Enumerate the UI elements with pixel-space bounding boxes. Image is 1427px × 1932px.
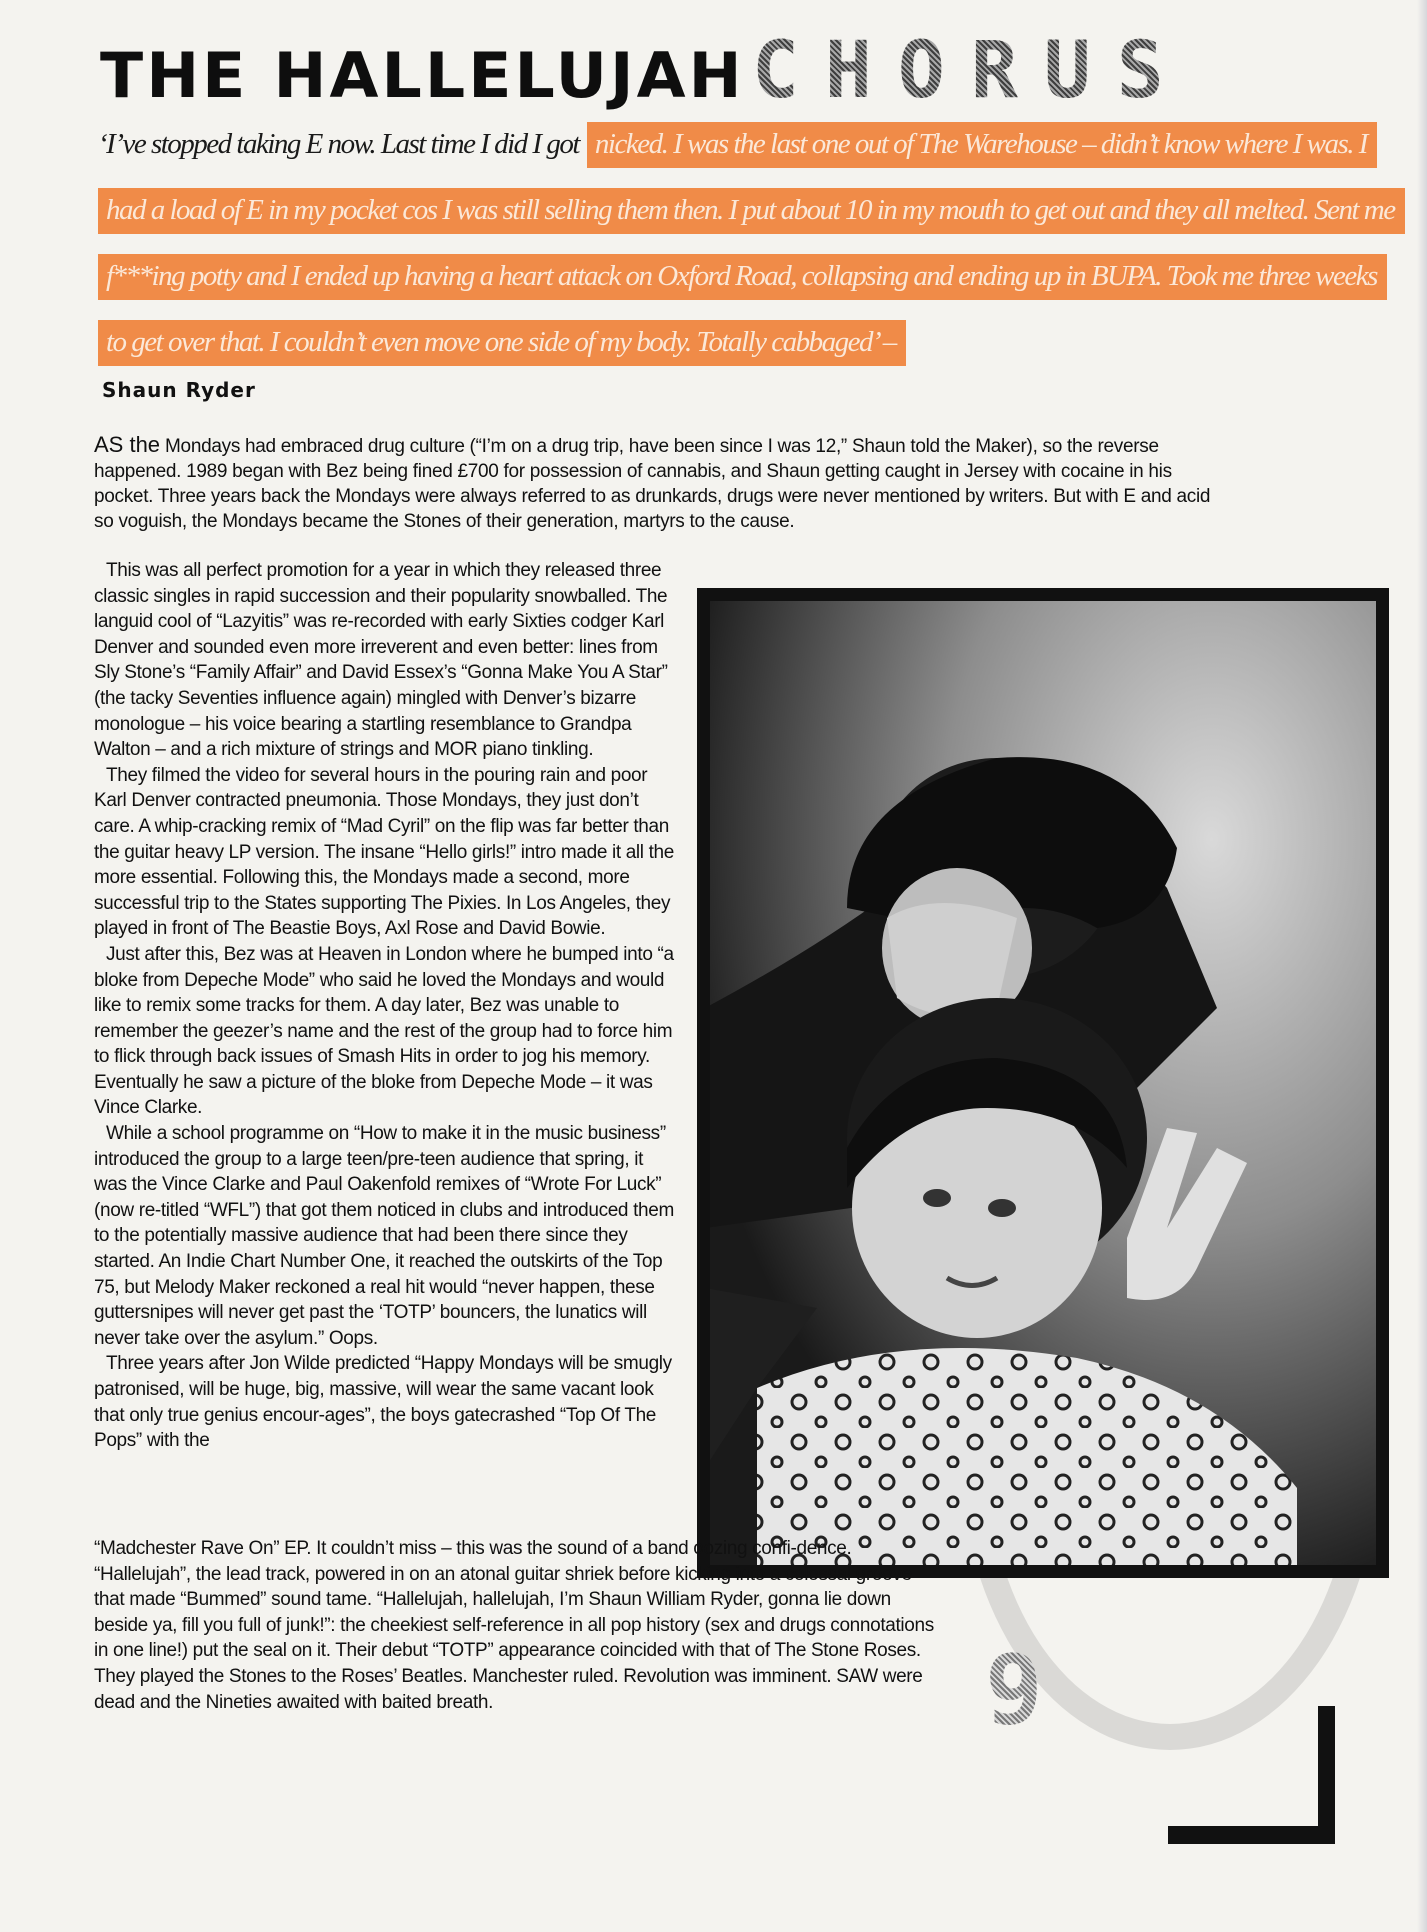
lead-paragraph — [94, 432, 1214, 534]
pull-quote-line-2 — [98, 184, 1405, 236]
pull-quote-line-3 — [98, 250, 1387, 302]
corner-bracket-horizontal — [1168, 1826, 1335, 1844]
pull-quote-line-1 — [98, 118, 1377, 170]
title-pixel-text: CHORUS — [751, 26, 1190, 116]
body-paragraph-5b: “Madchester Rave On” EP. It couldn’t miss – this was the sound of a band oozing confi-dence. “Hallelujah”, the lead track, powered in on an atonal guitar shriek before kicking into a colossal groove that made “Bummed” sound tame. “Hallelujah, hallelujah, I’m Shaun William Ryder, gonna lie down beside ya, fill you full of junk!”: the cheekiest self-reference in all pop history (sex and drugs connotations in one line!) put the seal on it. Their debut “TOTP” appearance coincided with that of The Stone Roses. They played the Stones to the Roses’ Beatles. Manchester ruled. Revolution was imminent. SAW were dead and the Nineties awaited with baited breath. — [94, 1538, 934, 1713]
pull-quote-line-4-highlight: to get over that. I couldn’t even move one side of my body. Totally cabbaged’ – — [98, 320, 906, 366]
pull-quote-line-2-highlight: had a load of E in my pocket cos I was still selling them then. I put about 10 in my mouth to get out and they all melted. Sent me — [98, 188, 1405, 234]
page-number-glyph: 9 — [985, 1645, 1095, 1735]
body-paragraph-2: They filmed the video for several hours in the pouring rain and poor Karl Denver contracted pneumonia. Those Mondays, they just don’t care. A whip-cracking remix of “Mad Cyril” on the flip was far better than the guitar heavy LP version. The insane “Hello girls!” intro made it all the more essential. Following this, the Mondays made a second, more successful trip to the States supporting The Pixies. In Los Angeles, they played in front of The Beastie Boys, Axl Rose and David Bowie. — [94, 764, 674, 940]
pull-quote-line-1-highlight: nicked. I was the last one out of The Warehouse – didn’t know where I was. I — [587, 122, 1377, 168]
pull-quote-line-3-highlight: f***ing potty and I ended up having a heart attack on Oxford Road, collapsing and ending up in BUPA. Took me three weeks — [98, 254, 1387, 300]
body-wide-paragraph — [94, 1536, 934, 1715]
body-column — [94, 558, 674, 1454]
corner-bracket-vertical — [1318, 1706, 1335, 1844]
title-main-text: THE HALLELUJAH — [100, 39, 745, 112]
body-paragraph-3: Just after this, Bez was at Heaven in London where he bumped into “a bloke from Depeche Mode” who said he loved the Mondays and would like to remix some tracks for them. A day later, Bez was unable to remember the geezer’s name and the rest of the group had to force him to flick through back issues of Smash Hits in order to jog his memory. Eventually he saw a picture of the bloke from Depeche Mode – it was Vince Clarke. — [94, 943, 674, 1119]
body-paragraph-1: This was all perfect promotion for a year in which they released three classic singles in rapid succession and their popularity snowballed. The languid cool of “Lazyitis” was re-recorded with early Sixties codger Karl Denver and sounded even more irreverent and even better: lines from Sly Stone’s “Family Affair” and David Essex’s “Gonna Make You A Star” (the tacky Seventies influence again) mingled with Denver’s bizarre monologue – his voice bearing a startling resemblance to Grandpa Walton – and a rich mixture of strings and MOR piano tinkling. — [94, 560, 668, 761]
article-title — [100, 26, 1190, 116]
body-paragraph-4: While a school programme on “How to make it in the music business” introduced the group to a large teen/pre-teen audience that spring, it was the Vince Clarke and Paul Oakenfold remixes of “Wrote For Luck” (now re-titled “WFL”) that got them noticed in clubs and introduced them to the potentially massive audience that had been there since they started. An Indie Chart Number One, it reached the outskirts of the Top 75, but Melody Maker reckoned a real hit would “never happen, these guttersnipes will never get past the ‘TOTP’ bouncers, the lunatics will never take over the asylum.” Oops. — [94, 1123, 674, 1349]
pull-quote-line-1-plain: ‘I’ve stopped taking E now. Last time I did I got — [98, 128, 579, 160]
page-edge-shadow — [1417, 0, 1427, 1932]
body-paragraph-5a: Three years after Jon Wilde predicted “Happy Mondays will be smugly patronised, will be huge, big, massive, will wear the same vacant look that only true genius encour-ages”, the boys gatecrashed “Top Of The Pops” with the — [94, 1353, 672, 1452]
quote-attribution: Shaun Ryder — [102, 378, 256, 402]
band-photo-image — [697, 588, 1389, 1578]
pull-quote-line-4 — [98, 316, 906, 368]
band-photo — [697, 588, 1389, 1578]
lead-text: Mondays had embraced drug culture (“I’m on a drug trip, have been since I was 12,” Shaun told the Maker), so the reverse happened. 1989 began with Bez being fined £700 for possession of cannabis, and Shaun getting caught in Jersey with cocaine in his pocket. Three years back the Mondays were always referred to as drunkards, drugs were never mentioned by writers. But with E and acid so voguish, the Mondays became the Stones of their generation, martyrs to the cause. — [94, 436, 1211, 532]
lead-dropcap: AS the — [94, 432, 161, 457]
